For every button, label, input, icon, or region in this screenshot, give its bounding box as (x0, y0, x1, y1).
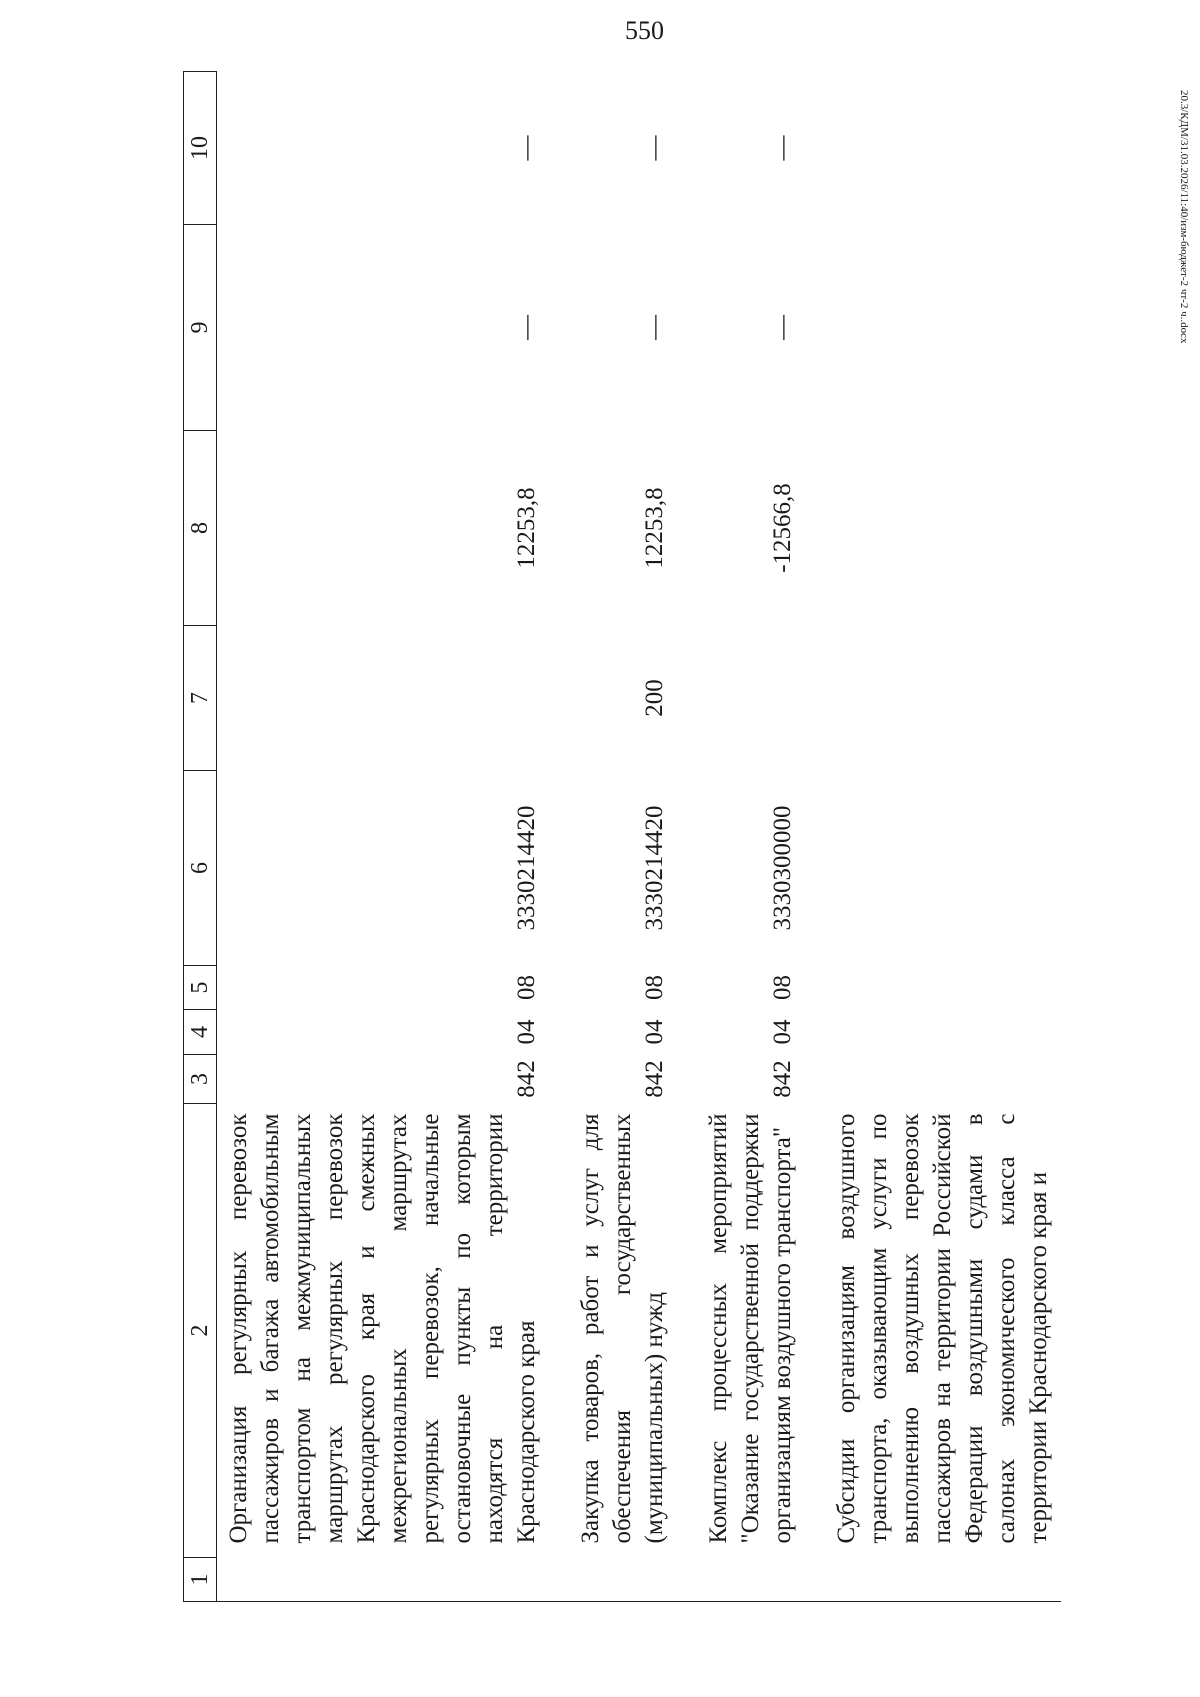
header-cell: 5 (184, 966, 217, 1010)
cell-col8: 12253,8 (641, 487, 668, 569)
table-row (569, 72, 677, 1602)
cell-col6: 3330300000 (769, 805, 796, 931)
cell-col9: — (769, 315, 796, 340)
header-cell: 3 (184, 1055, 217, 1104)
header-cell: 10 (184, 72, 217, 225)
cell-col5: 08 (769, 975, 796, 1000)
cell-col3 (825, 1055, 1061, 1104)
header-cell: 6 (184, 771, 217, 966)
header-cell: 2 (184, 1104, 217, 1558)
header-cell: 8 (184, 431, 217, 626)
cell-col3: 842 (641, 1060, 668, 1098)
cell-col7 (217, 626, 550, 771)
cell-col8 (825, 431, 1061, 626)
cell-col6: 3330214420 (641, 805, 668, 931)
cell-col1 (697, 1558, 805, 1602)
cell-col3: 842 (769, 1060, 796, 1098)
cell-col8: 12253,8 (513, 487, 540, 569)
header-cell: 1 (184, 1558, 217, 1602)
cell-col4: 04 (513, 1019, 540, 1045)
budget-table (183, 71, 1061, 1602)
cell-col5: 08 (641, 975, 668, 1000)
header-cell: 7 (184, 626, 217, 771)
document-footer-code: 20.3/КДМ/31.03.2026/11:40/изм-бюджет-2 чт-2 ч..docx (1178, 90, 1190, 344)
cell-col1 (569, 1558, 677, 1602)
cell-description: Комплекс процессных мероприятий "Оказание государственной поддержки организациям воздушного транспорта" (705, 1113, 796, 1544)
cell-col7 (825, 626, 1061, 771)
table-row (825, 72, 1061, 1602)
cell-col9: — (641, 315, 668, 340)
cell-col4: 04 (769, 1019, 796, 1045)
header-row (184, 72, 217, 1602)
table-row (697, 72, 805, 1602)
cell-description: Организация регулярных перевозок пассажиров и багажа автомобильным транспортом на межмуниципальных маршрутах регулярных перевозок Краснодарского края и смежных межрегиональных маршрутах регулярных перевозок, начальные остановочные пункты по которым находятся на территории Краснодарского края (225, 1113, 540, 1544)
cell-col4: 04 (641, 1019, 668, 1045)
cell-description: Субсидии организациям воздушного транспорта, оказывающим услуги по выполнению воздушных перевозок пассажиров на территории Российской Федерации воздушными судами в салонах экономического класса с территории Краснодарского края и (833, 1113, 1052, 1544)
cell-col3: 842 (513, 1060, 540, 1098)
cell-col9: — (513, 315, 540, 340)
cell-col1 (217, 1558, 550, 1602)
cell-description: Закупка товаров, работ и услуг для обеспечения государственных (муниципальных) нужд (577, 1113, 668, 1544)
cell-col5 (825, 966, 1061, 1010)
cell-col5: 08 (513, 975, 540, 1000)
table-row (217, 72, 550, 1602)
page-number: 550 (625, 16, 664, 45)
cell-col7: 200 (641, 679, 668, 717)
cell-col9 (825, 225, 1061, 431)
cell-col8: -12566,8 (769, 483, 796, 573)
cell-col7 (697, 626, 805, 771)
cell-col10: — (641, 135, 668, 161)
cell-col10 (825, 72, 1061, 225)
header-cell: 4 (184, 1010, 217, 1055)
cell-col6: 3330214420 (513, 805, 540, 931)
cell-col10: — (513, 135, 540, 161)
cell-col6 (825, 771, 1061, 966)
header-cell: 9 (184, 225, 217, 431)
cell-col1 (825, 1558, 1061, 1602)
cell-col4 (825, 1010, 1061, 1055)
cell-col10: — (769, 135, 796, 161)
rotated-table-container (183, 72, 1083, 1602)
